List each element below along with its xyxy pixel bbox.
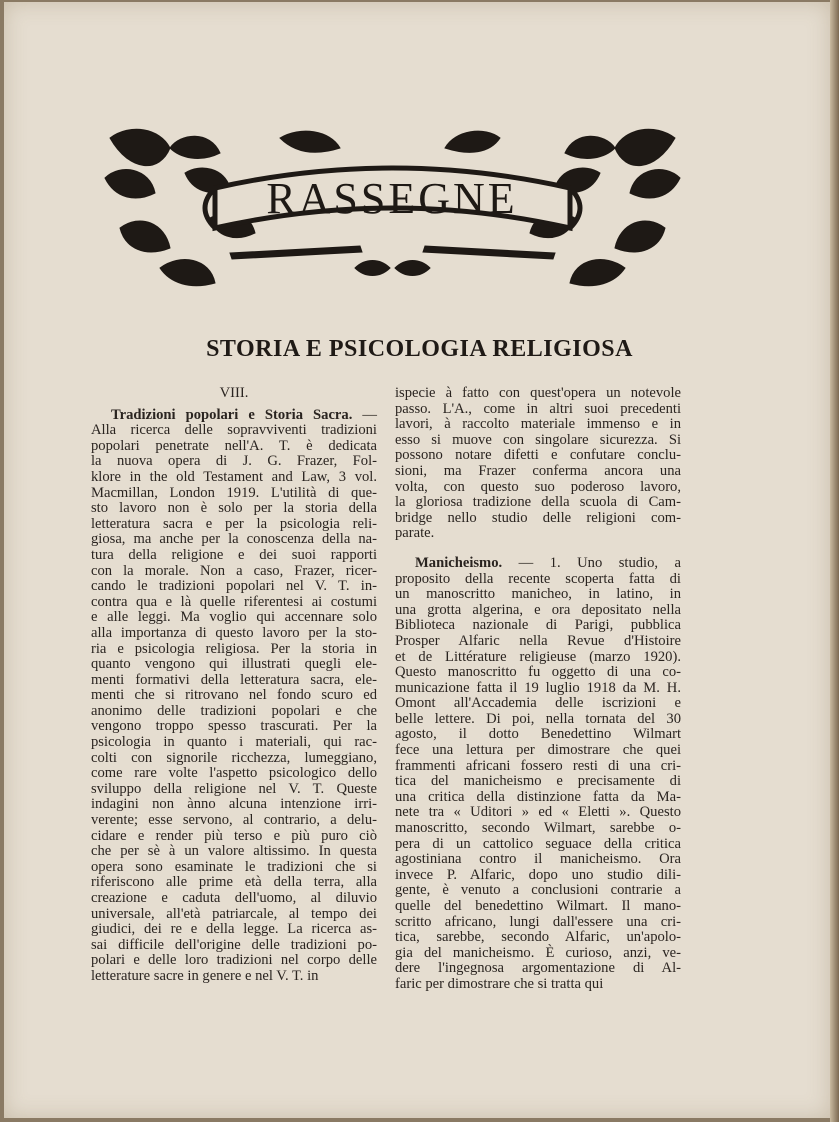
text-line: proposito della recente scoperta fatta di bbox=[395, 570, 681, 587]
text-line: et de Littérature religieuse (marzo 1920). bbox=[395, 648, 681, 665]
text-line: una grotta algerina, e ora depositato nella bbox=[395, 601, 681, 618]
page-title: STORIA E PSICOLOGIA RELIGIOSA bbox=[206, 336, 633, 362]
text-line: giudici, dei re e della legge. La ricerca as- bbox=[91, 921, 377, 938]
text-line: ria e psicologia religiosa. Per la storia in bbox=[91, 640, 377, 657]
text-line: polari e delle loro tradizioni nel corpo delle bbox=[91, 952, 377, 969]
manicheismo-heading: Manicheismo. bbox=[415, 554, 503, 571]
right-column-body-b bbox=[395, 572, 681, 993]
text-line: frammenti africani fossero resti di una cri- bbox=[395, 757, 681, 774]
text-line: cando le tradizioni popolari nel V. T. in- bbox=[91, 578, 377, 595]
text-line: passo. L'A., come in altri suoi precedenti bbox=[395, 400, 681, 417]
right-column-body-a bbox=[395, 386, 681, 542]
book-edge bbox=[830, 0, 839, 1122]
text-line: contra qua e là quelle riferentesi ai costumi bbox=[91, 593, 377, 610]
text-line: Questo manoscritto fu oggetto di una co- bbox=[395, 664, 681, 681]
text-line: che per sè à un valore altissimo. In questa bbox=[91, 843, 377, 860]
text-line: belle lettere. Di poi, nella tornata del 30 bbox=[395, 710, 681, 727]
text-line: vengono troppo spesso trascurati. Per la bbox=[91, 718, 377, 735]
text-line: Macmillan, London 1919. L'utilità di que- bbox=[91, 484, 377, 501]
text-line: universale, all'età patriarcale, al tempo dei bbox=[91, 905, 377, 922]
text-line: sviluppo della religione nel V. T. Queste bbox=[91, 780, 377, 797]
text-line: sto lavoro non è solo per la storia della bbox=[91, 500, 377, 517]
text-line: tura della religione e dei suoi rapporti bbox=[91, 546, 377, 563]
text-line: come rare volte l'aspetto psicologico dello bbox=[91, 765, 377, 782]
text-line: Alla ricerca delle sopravviventi tradizioni bbox=[91, 422, 377, 439]
text-line: indagini non ànno alcuna intenzione irri- bbox=[91, 796, 377, 813]
text-line: lavori, à raccolto materiale immenso e in bbox=[395, 416, 681, 433]
text-line: colti con signorile ricchezza, lumeggiano, bbox=[91, 749, 377, 766]
text-line: Prosper Alfaric nella Revue d'Histoire bbox=[395, 632, 681, 649]
section-number: VIII. bbox=[219, 385, 249, 401]
text-line: psicologia in quanto i materiali, qui rac- bbox=[91, 734, 377, 751]
text-line: tica del manicheismo e precisamente di bbox=[395, 773, 681, 790]
text-line: faric per dimostrare che si tratta qui bbox=[395, 975, 604, 992]
text-line: gia del manicheismo. È curioso, anzi, ve- bbox=[395, 944, 681, 961]
text-line: creazione e caduta dell'uomo, al diluvio bbox=[91, 890, 377, 906]
text-line: sai difficile dell'origine delle tradizioni po- bbox=[91, 936, 377, 953]
text-line: menti formativi della letteratura sacra, ele- bbox=[91, 671, 377, 688]
text-line: Biblioteca nazionale di Parigi, pubblica bbox=[395, 617, 681, 634]
text-line: klore in the old Testament and Law, 3 vol. bbox=[91, 468, 377, 485]
text-line: invece P. Alfaric, dopo uno studio dili- bbox=[395, 866, 681, 883]
text-line: agostiniana contro il manicheismo. Ora bbox=[395, 851, 681, 868]
text-line: pera di un cattolico seguace della critica bbox=[395, 835, 681, 852]
text-line: giosa, ma anche per la conoscenza della na- bbox=[91, 531, 377, 548]
text-line: menti che si ritrovano nel fondo scuro ed bbox=[91, 687, 377, 704]
text-line: letteratura sacra e per la psicologia reli- bbox=[91, 515, 377, 532]
text-line: nete tra « Uditori » ed « Eletti ». Questo bbox=[395, 804, 681, 821]
text-line: una critica della distinzione fatta da Ma- bbox=[395, 788, 681, 805]
text-line: anonimo delle tradizioni popolari e che bbox=[91, 702, 377, 719]
text-line: alla importanza di questo lavoro per la sto- bbox=[91, 624, 377, 641]
text-line: sioni, ma Frazer conferma ancora una bbox=[395, 462, 681, 479]
text-line: cidare e render più terso e più puro ciò bbox=[91, 827, 377, 844]
text-line: possono notare difetti e confutare conclu- bbox=[395, 447, 681, 464]
text-line: municazione fatta il 19 luglio 1918 da M. H. bbox=[395, 679, 681, 696]
text-line: quanto vengono qui illustrati quegli ele- bbox=[91, 656, 377, 673]
text-line: parate. bbox=[395, 525, 435, 542]
text-line: dere l'ingegnosa argomentazione di Al- bbox=[395, 960, 681, 977]
rassegne-banner bbox=[100, 118, 685, 290]
left-column-body bbox=[91, 423, 377, 984]
text-line: la nuova opera di J. G. Frazer, Fol- bbox=[91, 453, 377, 470]
text-line: con la morale. Non a caso, Frazer, ricer- bbox=[91, 562, 377, 579]
text-line: letterature sacre in genere e nel V. T. in bbox=[91, 967, 319, 984]
text-line: ispecie à fatto con quest'opera un notevole bbox=[395, 385, 681, 401]
text-line: Omont all'Accademia delle iscrizioni e bbox=[395, 695, 681, 712]
section-heading: Tradizioni popolari e Storia Sacra. bbox=[111, 406, 353, 423]
left-column bbox=[91, 386, 377, 985]
text-line: riferiscono alle prime età della terra, alla bbox=[91, 874, 377, 891]
text-line: volta, con questo suo poderoso lavoro, bbox=[395, 478, 681, 495]
text-line: opera sono esaminate le tradizioni che si bbox=[91, 858, 377, 875]
text-line: quelle del benedettino Wilmart. Il mano- bbox=[395, 898, 681, 914]
text-line: popolari penetrate nell'A. T. è dedicata bbox=[91, 437, 377, 454]
text-line: verente; esse servono, al contrario, a delu- bbox=[91, 812, 377, 829]
text-line: tica, sarebbe, secondo Alfaric, un'apolo- bbox=[395, 929, 681, 946]
section-heading-line: Tradizioni popolari e Storia Sacra. — bbox=[111, 406, 377, 423]
text-line: esso si muove con singolare sicurezza. Si bbox=[395, 431, 681, 448]
manicheismo-heading-line: Manicheismo. — 1. Uno studio, a bbox=[415, 554, 681, 571]
svg-text:RASSEGNE: RASSEGNE bbox=[266, 174, 518, 223]
right-column bbox=[395, 386, 681, 993]
text-line: bridge nello studio delle religioni com- bbox=[395, 509, 681, 526]
text-line: agosto, il dotto Benedettino Wilmart bbox=[395, 726, 681, 743]
text-line: manoscritto, secondo Wilmart, sarebbe o- bbox=[395, 820, 681, 837]
text-line: scritto africano, lungi dall'essere una cri- bbox=[395, 913, 681, 930]
text-line: e alle leggi. Ma voglio qui accennare solo bbox=[91, 609, 377, 626]
text-line: la gloriosa tradizione della scuola di Cam- bbox=[395, 494, 681, 511]
text-line: un manoscritto manicheo, in latino, in bbox=[395, 586, 681, 603]
text-line: gente, è venuto a conclusioni contrarie a bbox=[395, 882, 681, 899]
text-line: fece una lettura per dimostrare che quei bbox=[395, 742, 681, 759]
